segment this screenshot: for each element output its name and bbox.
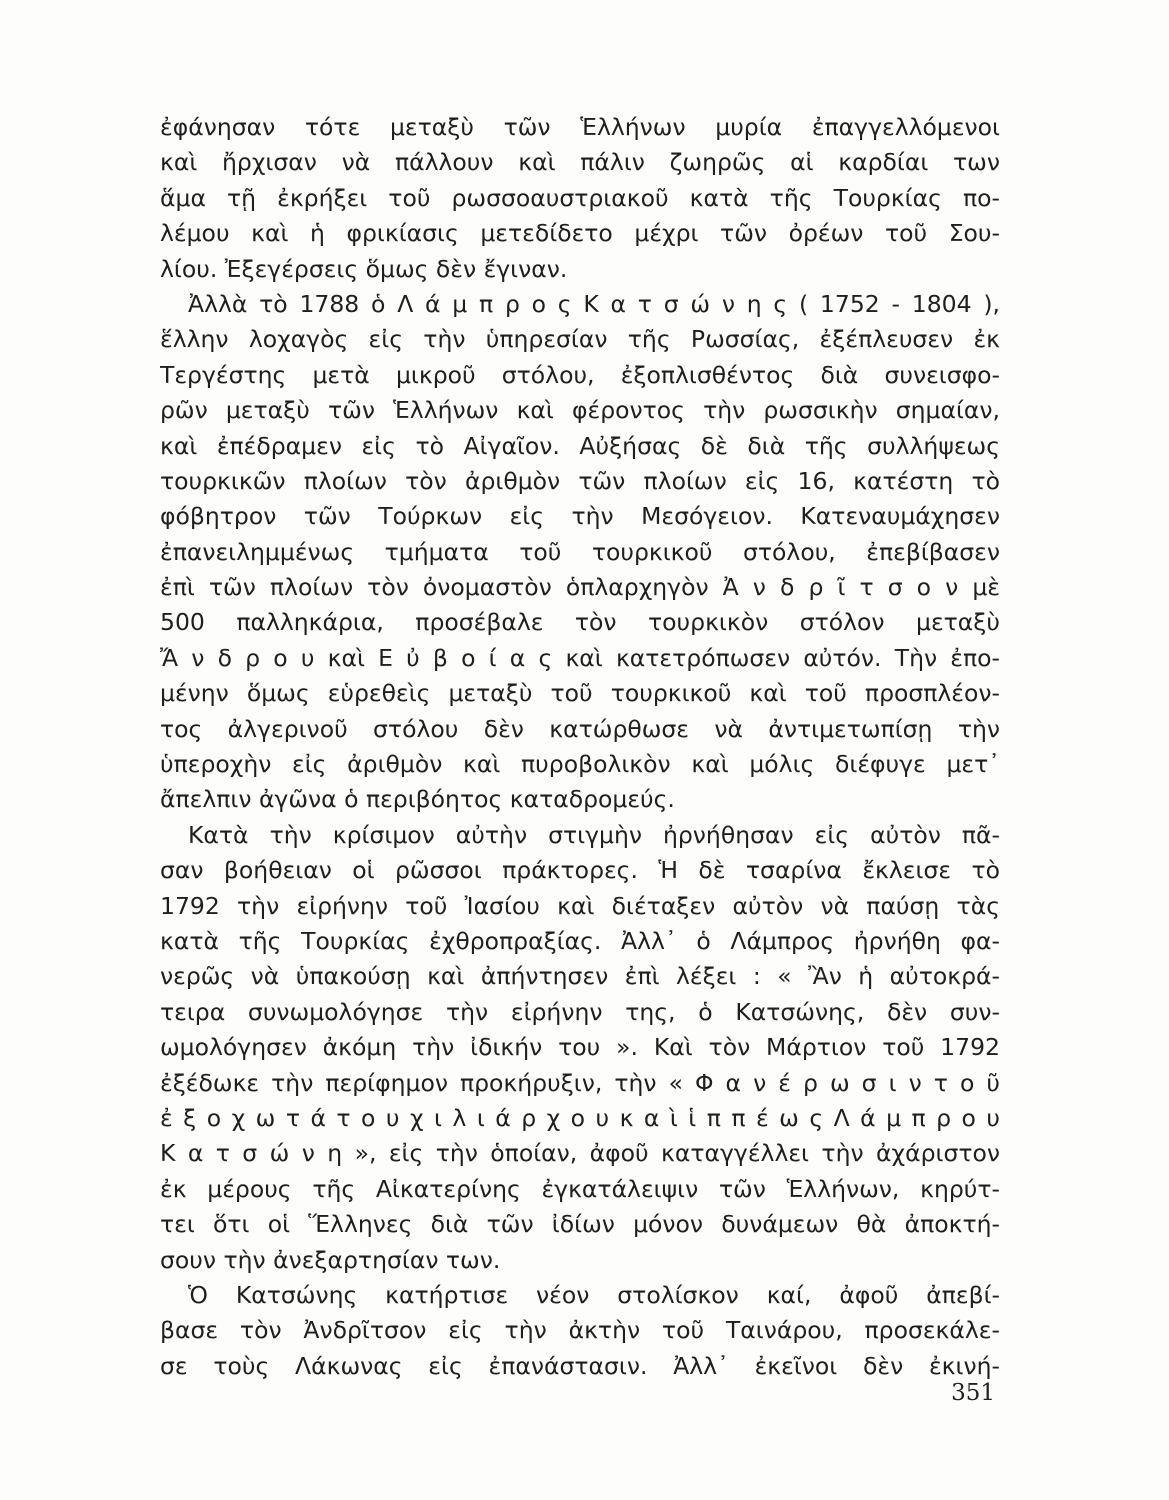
text-line: 1792 τὴν εἰρήνην τοῦ Ἰασίου καὶ διέταξεν αὐτὸν νὰ παύσῃ τὰς (160, 891, 1000, 920)
text-line: ὑπεροχὴν εἰς ἀριθμὸν καὶ πυροβολικὸν καὶ μόλις διέφυγε μετ᾽ (160, 750, 1000, 779)
text-line: Κ α τ σ ώ ν η », εἰς τὴν ὁποίαν, ἀφοῦ καταγγέλλει τὴν ἀχάριστον (160, 1139, 1000, 1168)
text-line: κατὰ τῆς Τουρκίας ἐχθροπραξίας. Ἀλλ᾽ ὁ Λάμπρος ἠρνήθη φα- (160, 926, 1000, 955)
text-line: λίου. Ἐξεγέρσεις ὅμως δὲν ἔγιναν. (160, 254, 568, 283)
text-line: μένην ὅμως εὑρεθεὶς μεταξὺ τοῦ τουρκικοῦ καὶ τοῦ προσπλέον- (160, 679, 1000, 708)
text-line: ἐκ μέρους τῆς Αἰκατερίνης ἐγκατάλειψιν τῶν Ἑλλήνων, κηρύτ- (160, 1174, 1000, 1203)
text-line: ἐπανειλημμένως τμήματα τοῦ τουρκικοῦ στόλου, ἐπεβίβασεν (160, 537, 1000, 566)
text-line: ἐπὶ τῶν πλοίων τὸν ὀνομαστὸν ὁπλαρχηγὸν Ἀ ν δ ρ ῖ τ σ ο ν μὲ (160, 573, 1000, 602)
text-line: λέμου καὶ ἡ φρικίασις μετεδίδετο μέχρι τῶν ὀρέων τοῦ Σου- (160, 219, 1000, 248)
text-line: ρῶν μεταξὺ τῶν Ἑλλήνων καὶ φέροντος τὴν ρωσσικὴν σημαίαν, (160, 396, 1000, 425)
text-line: ἐξέδωκε τὴν περίφημον προκήρυξιν, τὴν « Φ α ν έ ρ ω σ ι ν τ ο ῦ (160, 1068, 1000, 1097)
text-line: ἄπελπιν ἀγῶνα ὁ περιβόητος καταδρομεύς. (160, 785, 675, 814)
text-line: σαν βοήθειαν οἱ ρῶσσοι πράκτορες. Ἡ δὲ τσαρίνα ἔκλεισε τὸ (160, 856, 1000, 885)
text-line: 500 παλληκάρια, προσέβαλε τὸν τουρκικὸν στόλον μεταξὺ (160, 608, 1000, 637)
text-line: ἅμα τῇ ἐκρήξει τοῦ ρωσσοαυστριακοῦ κατὰ τῆς Τουρκίας πο- (160, 183, 1000, 212)
text-line: Κατὰ τὴν κρίσιμον αὐτὴν στιγμὴν ἠρνήθησαν εἰς αὐτὸν πᾶ- (188, 820, 1000, 849)
text-line: σε τοὺς Λάκωνας εἰς ἐπανάστασιν. Ἀλλ᾽ ἐκεῖνοι δὲν ἐκινή- (160, 1351, 1000, 1380)
text-line: ἐ ξ ο χ ω τ ά τ ο υ χ ι λ ι ά ρ χ ο υ κ α ὶ ἱ π π έ ω ς Λ ά μ π ρ ο υ (160, 1103, 1000, 1132)
text-line: καὶ ἐπέδραμεν εἰς τὸ Αἰγαῖον. Αὐξήσας δὲ διὰ τῆς συλλήψεως (160, 431, 1000, 460)
text-line: καὶ ἤρχισαν νὰ πάλλουν καὶ πάλιν ζωηρῶς αἱ καρδίαι των (160, 148, 1000, 177)
text-line: νερῶς νὰ ὑπακούσῃ καὶ ἀπήντησεν ἐπὶ λέξει : « Ἂν ἡ αὐτοκρά- (160, 962, 1000, 991)
text-line: ἐφάνησαν τότε μεταξὺ τῶν Ἑλλήνων μυρία ἐπαγγελλόμενοι (160, 113, 1000, 141)
text-line: φόβητρον τῶν Τούρκων εἰς τὴν Μεσόγειον. Κατεναυμάχησεν (160, 502, 1000, 531)
text-line: βασε τὸν Ἀνδρῖτσον εἰς τὴν ἀκτὴν τοῦ Ταινάρου, προσεκάλε- (160, 1316, 1000, 1345)
text-line: Ὁ Κατσώνης κατήρτισε νέον στολίσκον καί, ἀφοῦ ἀπεβί- (188, 1280, 1000, 1309)
text-line: τει ὅτι οἱ Ἕλληνες διὰ τῶν ἰδίων μόνον δυνάμεων θὰ ἀποκτή- (160, 1210, 1000, 1239)
text-line: τουρκικῶν πλοίων τὸν ἀριθμὸν τῶν πλοίων εἰς 16, κατέστη τὸ (160, 466, 1000, 495)
text-line: τειρα συνωμολόγησε τὴν εἰρήνην της, ὁ Κατσώνης, δὲν συν- (160, 997, 1000, 1026)
text-line: σουν τὴν ἀνεξαρτησίαν των. (160, 1245, 501, 1274)
text-line: Ἄ ν δ ρ ο υ καὶ Ε ὐ β ο ί α ς καὶ κατετρόπωσεν αὐτόν. Τὴν ἐπο- (160, 643, 1000, 672)
text-line: τος ἀλγερινοῦ στόλου δὲν κατώρθωσε νὰ ἀντιμετωπίσῃ τὴν (160, 714, 1000, 743)
page-number: 351 (951, 1380, 995, 1406)
body-text (160, 110, 1000, 1384)
text-line: ωμολόγησεν ἀκόμη τὴν ἰδικήν του ». Καὶ τὸν Μάρτιον τοῦ 1792 (160, 1033, 1000, 1062)
text-line: Ἀλλὰ τὸ 1788 ὁ Λ ά μ π ρ ο ς Κ α τ σ ώ ν η ς ( 1752 - 1804 ), (188, 289, 1000, 318)
text-line: Τεργέστης μετὰ μικροῦ στόλου, ἐξοπλισθέντος διὰ συνεισφο- (160, 360, 1000, 389)
text-line: ἕλλην λοχαγὸς εἰς τὴν ὑπηρεσίαν τῆς Ρωσσίας, ἐξέπλευσεν ἐκ (160, 325, 1000, 354)
